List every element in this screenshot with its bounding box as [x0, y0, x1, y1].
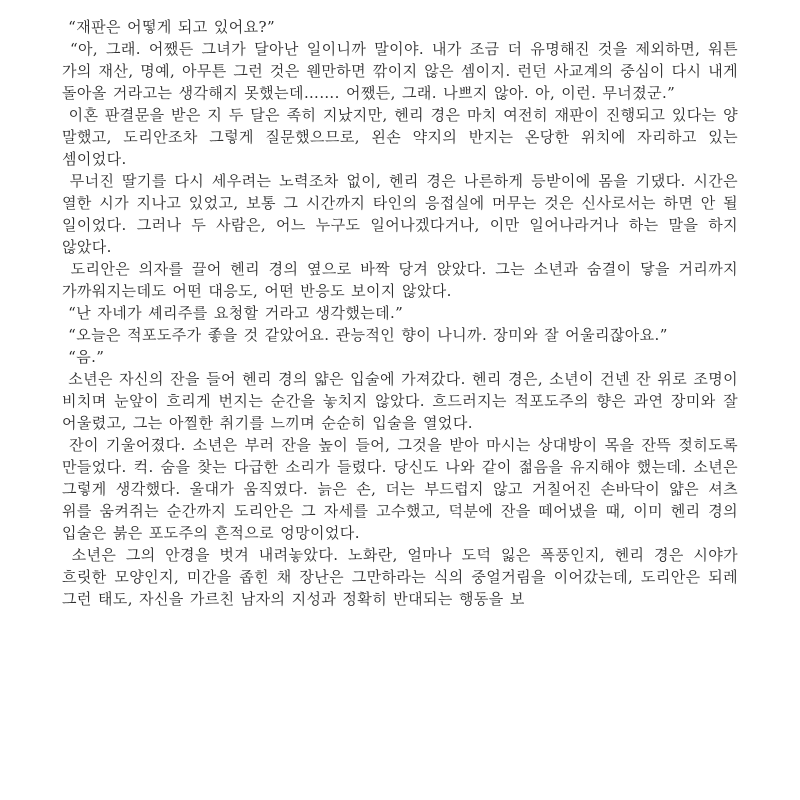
paragraph: 도리안은 의자를 끌어 헨리 경의 옆으로 바짝 당겨 앉았다. 그는 소년과 숨결이 닿을 거리까지 가까워지는데도 어떤 대응도, 어떤 반응도 보이지 않았다. [62, 260, 745, 300]
paragraph: “재판은 어떻게 되고 있어요?” [62, 18, 276, 36]
document-body [62, 16, 745, 610]
paragraph: “아, 그래. 어쨌든 그녀가 달아난 일이니까 말이야. 내가 조금 더 유명해진 것을 제외하면, 워튼 가의 재산, 명예, 아무튼 그런 것은 웬만하면 깎이지 않은 셈이지. 런던 사교계의 중심이 다시 내게 돌아올 거라고는 생각해지 못했는데……. 어쨌든, 그래. 나쁘지 않아. 아, 이런. 무너졌군.” [62, 40, 745, 102]
paragraph: 이혼 판결문을 받은 지 두 달은 족히 지났지만, 헨리 경은 마치 여전히 재판이 진행되고 있다는 양 말했고, 도리안조차 그렇게 질문했으므로, 왼손 약지의 반지는 온당한 위치에 자리하고 있는 셈이었다. [62, 106, 745, 168]
paragraph: 무너진 딸기를 다시 세우려는 노력조차 없이, 헨리 경은 나른하게 등받이에 몸을 기댔다. 시간은 열한 시가 지나고 있었고, 보통 그 시간까지 타인의 응접실에 머무는 것은 신사로서는 하면 안 될 일이었다. 그러나 두 사람은, 어느 누구도 일어나겠다거나, 이만 일어나라거나 하는 말을 하지 않았다. [62, 172, 745, 256]
paragraph: 소년은 그의 안경을 벗겨 내려놓았다. 노화란, 얼마나 도덕 잃은 폭풍인지, 헨리 경은 시야가 흐릿한 모양인지, 미간을 좁힌 채 장난은 그만하라는 식의 중얼거림을 이어갔는데, 도리안은 되레 그런 태도, 자신을 가르친 남자의 지성과 정확히 반대되는 행동을 보 [62, 546, 745, 608]
paragraph: 소년은 자신의 잔을 들어 헨리 경의 얇은 입술에 가져갔다. 헨리 경은, 소년이 건넨 잔 위로 조명이 비치며 눈앞이 흐리게 번지는 순간을 놓치지 않았다. 흐드러지는 적포도주의 향은 과연 장미와 잘 어울렸고, 그는 아찔한 취기를 느끼며 순순히 입술을 열었다. [62, 370, 745, 432]
paragraph: 잔이 기울어졌다. 소년은 부러 잔을 높이 들어, 그것을 받아 마시는 상대방이 목을 잔뜩 젖히도록 만들었다. 컥. 숨을 찾는 다급한 소리가 들렸다. 당신도 나와 같이 젊음을 유지해야 했는데. 소년은 그렇게 생각했다. 울대가 움직였다. 늙은 손, 더는 부드럽지 않고 거칠어진 손바닥이 얇은 셔츠 위를 움켜쥐는 순간까지 도리안은 그 자세를 고수했고, 덕분에 잔을 떼어냈을 때, 이미 헨리 경의 입술은 붉은 포도주의 흔적으로 엉망이었다. [62, 436, 745, 542]
paragraph: “난 자네가 셰리주를 요청할 거라고 생각했는데.” [62, 304, 404, 322]
paragraph: “오늘은 적포도주가 좋을 것 같았어요. 관능적인 향이 나니까. 장미와 잘 어울리잖아요.” [62, 326, 668, 344]
paragraph: “음.” [62, 348, 105, 366]
